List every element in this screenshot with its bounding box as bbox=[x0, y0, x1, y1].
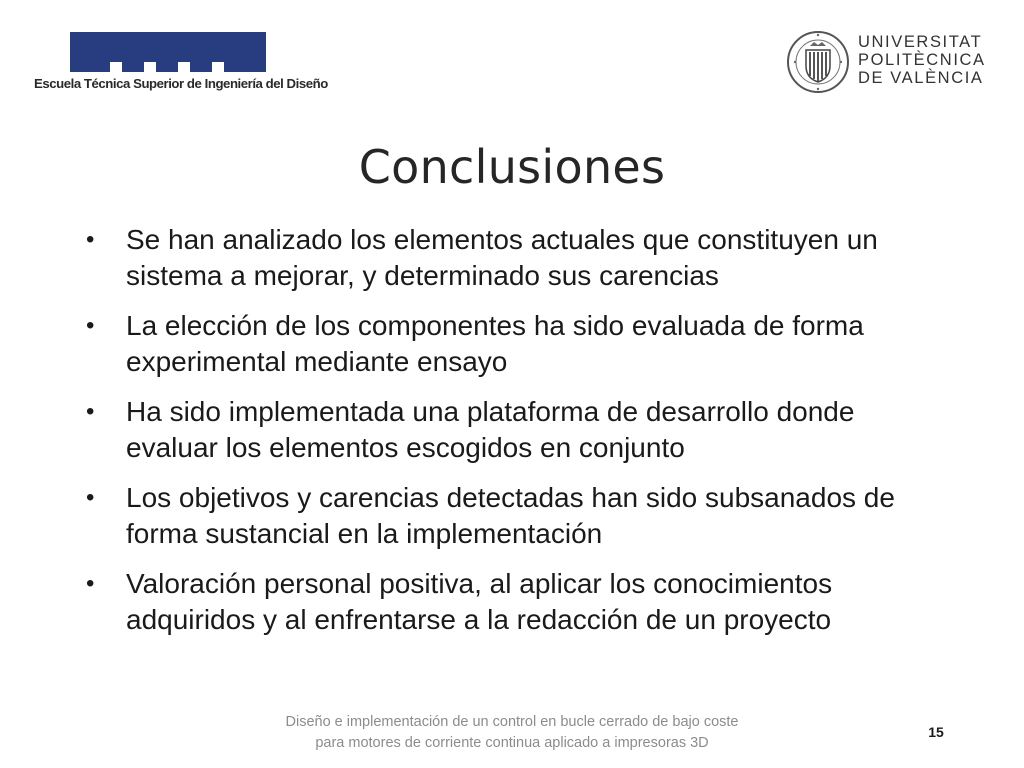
bullet-text: La elección de los componentes ha sido evaluada de forma experimental mediante ensayo bbox=[126, 310, 864, 377]
bullet-text: Se han analizado los elementos actuales que constituyen un sistema a mejorar, y determinado sus carencias bbox=[126, 224, 878, 291]
bullet-text: Ha sido implementada una plataforma de desarrollo donde evaluar los elementos escogidos en conjunto bbox=[126, 396, 855, 463]
university-name-line: UNIVERSITAT bbox=[858, 33, 983, 51]
slide-title: Conclusiones bbox=[358, 140, 666, 194]
etsid-logo-notch bbox=[144, 62, 156, 74]
bullet-text: Valoración personal positiva, al aplicar los conocimientos adquiridos y al enfrentarse a la redacción de un proyecto bbox=[126, 568, 833, 635]
bullet-text: Los objetivos y carencias detectadas han sido subsanados de forma sustancial en la implementación bbox=[126, 482, 895, 549]
bullet-list bbox=[82, 222, 942, 652]
university-name-line: POLITÈCNICA bbox=[858, 51, 986, 69]
etsid-logo-notch bbox=[178, 62, 190, 74]
bullet-item bbox=[82, 394, 942, 466]
page-number: 15 bbox=[928, 724, 944, 740]
bullet-item bbox=[82, 566, 942, 638]
etsid-logo-bar bbox=[70, 32, 266, 72]
bullet-icon: • bbox=[86, 570, 95, 597]
school-name: Escuela Técnica Superior de Ingeniería del Diseño bbox=[34, 76, 328, 91]
footer-caption bbox=[240, 712, 784, 754]
university-name bbox=[858, 33, 986, 87]
university-name-line: DE VALÈNCIA bbox=[858, 69, 984, 87]
bullet-icon: • bbox=[86, 484, 95, 511]
etsid-logo-notch bbox=[212, 62, 224, 74]
bullet-icon: • bbox=[86, 226, 95, 253]
footer-line: para motores de corriente continua aplicado a impresoras 3D bbox=[315, 735, 709, 751]
footer-line: Diseño e implementación de un control en bucle cerrado de bajo coste bbox=[285, 714, 739, 730]
upv-seal-icon bbox=[786, 30, 850, 94]
bullet-item bbox=[82, 222, 942, 294]
bullet-icon: • bbox=[86, 398, 95, 425]
bullet-item bbox=[82, 308, 942, 380]
bullet-icon: • bbox=[86, 312, 95, 339]
upv-logo bbox=[786, 28, 986, 98]
bullet-item bbox=[82, 480, 942, 552]
etsid-logo bbox=[30, 30, 328, 94]
etsid-logo-notch bbox=[110, 62, 122, 74]
